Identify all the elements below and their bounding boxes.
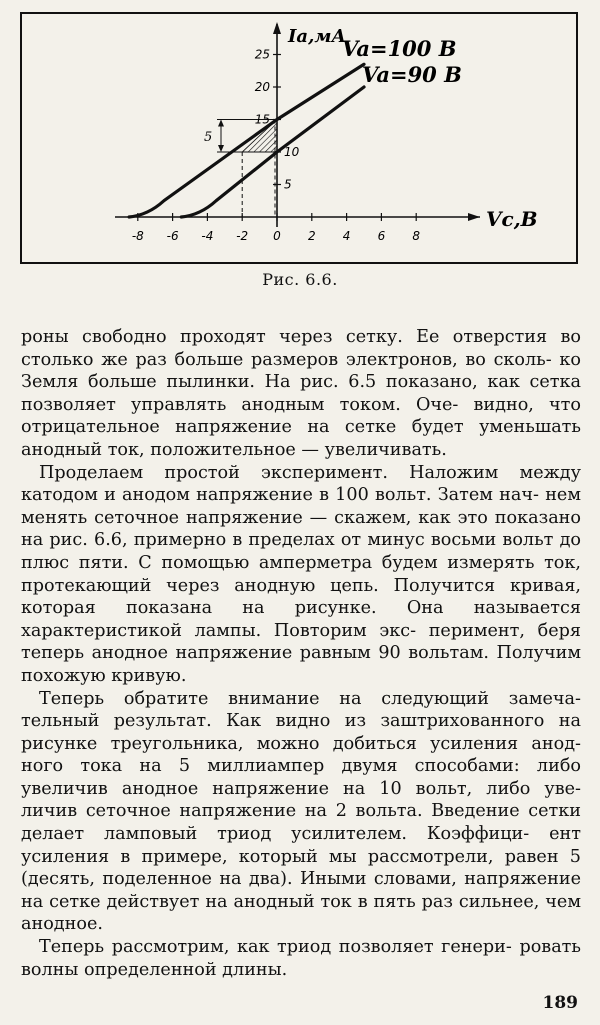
y-axis-label: Ia,мА: [288, 26, 347, 47]
x-tick-label: -4: [201, 229, 214, 243]
page-number: 189: [542, 993, 578, 1013]
text-line: Получится кривая, которая показана на рисунке.: [21, 575, 582, 619]
text-line: ровать волны определенной длины.: [21, 937, 581, 980]
text-line: Теперь обратите внимание на следующий замеча-: [39, 688, 581, 709]
x-axis-arrow: [468, 213, 480, 221]
x-tick-label: 0: [273, 229, 281, 243]
text-line: уменьшать анодный ток, положительное — увеличивать.: [21, 417, 581, 460]
text-line: роны свободно проходят через сетку. Ее отверстия во: [21, 327, 581, 347]
y-tick-label: 5: [284, 177, 292, 192]
x-tick-label: 2: [307, 229, 316, 243]
text-line: будем измерять ток, протекающий через анодную цепь.: [21, 552, 581, 596]
text-line: сетки делает ламповый триод усилителем. Коэффици-: [21, 801, 581, 845]
text-line: видно, что отрицательное напряжение на сетке будет: [21, 394, 581, 438]
text-line: ного тока на 5 миллиампер двумя способами: либо: [21, 756, 581, 777]
text-line: как сетка позволяет управлять анодным током. Оче-: [21, 372, 582, 415]
text-line: нем менять сеточное напряжение — скажем, как это: [21, 485, 582, 528]
text-line: Теперь рассмотрим, как триод позволяет генери-: [39, 937, 512, 958]
bracket-arrow-up: [218, 120, 224, 127]
x-tick-label: 8: [412, 229, 421, 243]
text-line: ко Земля больше пылинки. На рис. 6.5 показано,: [21, 349, 582, 393]
text-line: Она называется характеристикой лампы. Повторим экс-: [21, 598, 581, 641]
x-tick-label: 4: [342, 229, 351, 243]
paragraph: [21, 688, 581, 937]
x-axis-label: Vc,В: [486, 207, 538, 231]
bracket-arrow-down: [218, 145, 224, 152]
text-line: личив сеточное напряжение на 2 вольта. Введение: [21, 801, 520, 822]
x-tick-label: 6: [377, 229, 386, 243]
text-line: рисунке треугольника, можно добиться усиления анод-: [21, 733, 581, 754]
x-tick-label: -2: [236, 229, 249, 243]
text-line: тельный результат. Как видно из заштрихованного на: [21, 711, 581, 732]
figure-caption: Рис. 6.6.: [262, 270, 338, 289]
text-line: катодом и анодом напряжение в 100 вольт. Затем нач-: [21, 485, 539, 506]
curve-label-va90: Va=90 В: [362, 62, 462, 87]
text-line: напряжение на сетке действует на анодный ток в пять: [21, 869, 581, 912]
y-tick-label: 20: [254, 80, 270, 94]
paragraph: [21, 326, 581, 462]
y-axis-arrow: [273, 22, 281, 34]
y-tick-label: 15: [254, 112, 270, 127]
text-line: увеличив анодное напряжение на 10 вольт, либо уве-: [21, 778, 581, 799]
text-line: перимент, беря теперь анодное напряжение равным: [21, 620, 581, 664]
paragraph: [21, 936, 581, 981]
x-tick-label: -8: [131, 229, 144, 243]
x-tick-label: -6: [166, 229, 179, 243]
text-line: столько же раз больше размеров электронов, во сколь-: [21, 349, 552, 370]
y-tick-label: 25: [254, 47, 270, 62]
text-line: восьми вольт до плюс пяти. С помощью амперметра: [21, 530, 582, 573]
body-text: [21, 326, 581, 981]
text-line: раз сильнее, чем анодное.: [21, 891, 581, 935]
bracket-label: 5: [204, 129, 213, 145]
text-line: ент усиления в примере, который мы рассмотрели,: [21, 824, 581, 867]
text-line: Проделаем простой эксперимент. Наложим между: [39, 462, 581, 483]
text-line: равен 5 (десять, поделенное на два). Иными словами,: [21, 846, 581, 890]
paragraph: [21, 462, 581, 688]
characteristic-curve-va100: [129, 64, 364, 217]
characteristic-chart: [20, 12, 580, 266]
y-tick-label: 10: [284, 145, 300, 159]
text-line: показано на рис. 6.6, примерно в пределах от минус: [21, 507, 582, 551]
figure-6-6: [20, 12, 580, 266]
curve-label-va100: Va=100 В: [342, 36, 457, 61]
text-line: 90 вольтам. Получим похожую кривую.: [21, 643, 582, 686]
